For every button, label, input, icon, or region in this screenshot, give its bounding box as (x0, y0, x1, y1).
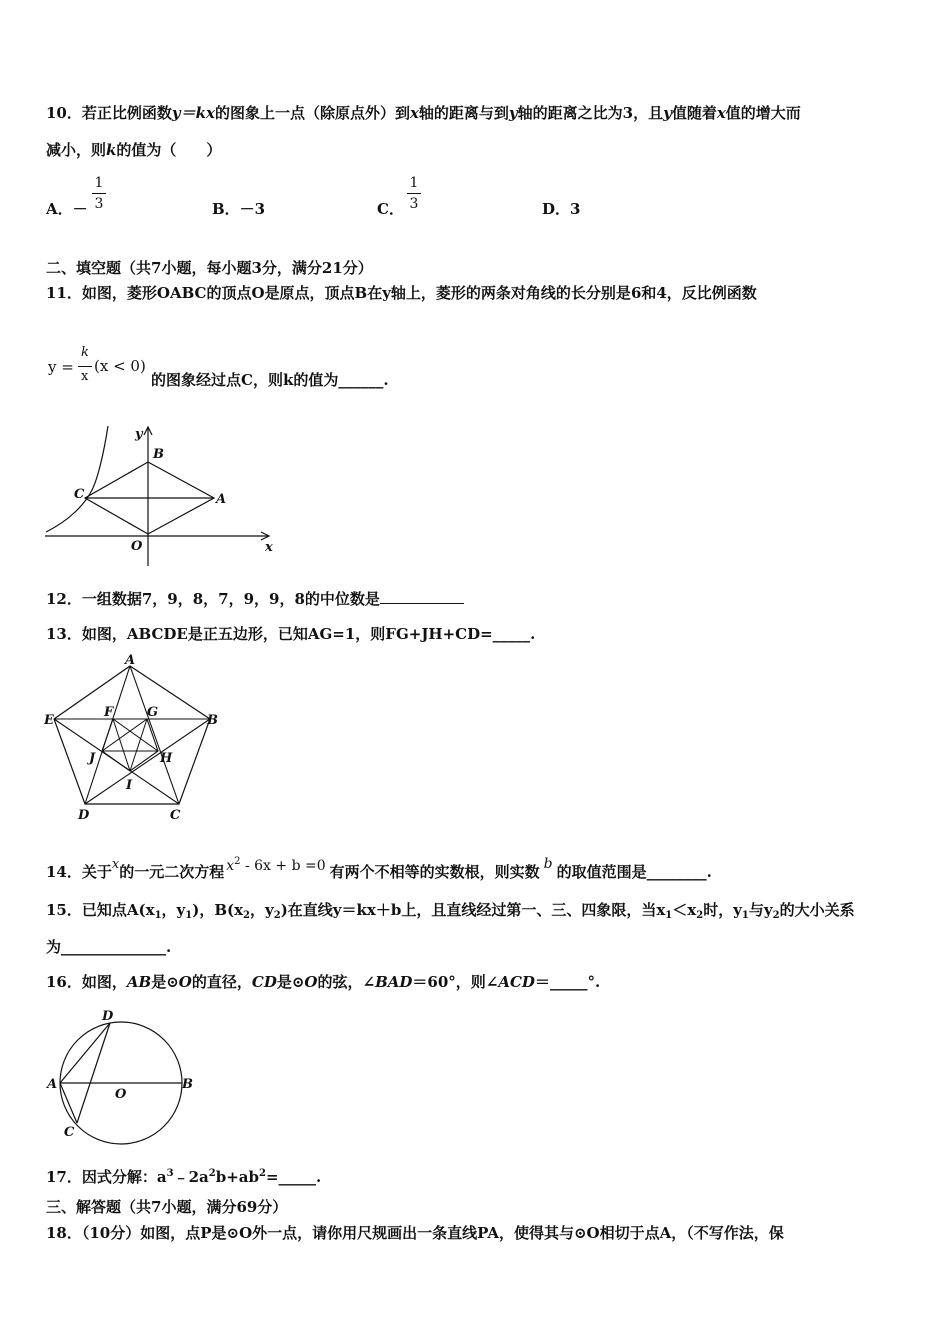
q13-inner-line-3 (113, 719, 130, 771)
q13-label-h: H (160, 751, 173, 766)
q16-text-a: 16．如图， (46, 973, 127, 991)
q10-text-a: 10．若正比例函数 (46, 104, 172, 122)
q17-text-c: b+ab (215, 1168, 259, 1186)
q16-label-a: A (47, 1077, 58, 1092)
q16-angle-bad: BAD (375, 973, 413, 991)
q10-option-c (377, 199, 404, 219)
q10-var-y2: y (663, 104, 672, 122)
q10-option-c-fraction (407, 175, 421, 212)
q14-var-b: b (543, 856, 553, 872)
q17-text-a: 17．因式分解：a (46, 1168, 167, 1186)
q10-var-x2: x (716, 104, 726, 122)
q11-line2: 的图象经过点C，则k的值为______. (151, 371, 389, 389)
q14-text-a: 14．关于 (46, 863, 112, 881)
q11-formula-lhs: y = (48, 358, 74, 376)
q13-label-b: B (207, 713, 218, 728)
q17-exponent-2: 2 (208, 1168, 216, 1179)
q10-option-d-label: D．3 (542, 200, 581, 218)
q16-label-c: C (64, 1125, 75, 1140)
q15-sub-4: 2 (273, 910, 281, 921)
q10-line2 (46, 140, 221, 160)
q12-text: 12．一组数据7，9，8，7，9，9，8的中位数是 (46, 590, 380, 608)
q10-text-c: 轴的距离与到 (418, 104, 509, 122)
q13-label-f: F (104, 705, 114, 720)
q11-formula-denominator: x (81, 369, 89, 384)
q16-text-b: 是⊙ (151, 973, 179, 991)
q15-line2: 为______________. (46, 938, 172, 956)
q16-label-o: O (115, 1087, 127, 1102)
q15-text-c: )，B(x (192, 901, 244, 919)
q16-text-c: 的直径， (191, 973, 252, 991)
q13-label-i: I (126, 778, 133, 793)
q16-segment-cd: CD (251, 973, 277, 991)
q13-pentagon-figure (44, 652, 224, 822)
q13-inner-line-1 (113, 719, 158, 751)
q13-inner-line-2 (102, 719, 147, 751)
q10-text-h: 的值为（ ） (116, 141, 222, 159)
q11-label-x: x (265, 540, 273, 555)
q15-text-e: )在直线y＝kx＋b上，且直线经过第一、三、四象限，当x (280, 901, 666, 919)
q16-circle-o2: O (304, 973, 318, 991)
q16-line (46, 972, 600, 992)
q16-chord-dc (77, 1023, 110, 1123)
q11-label-o: O (131, 539, 143, 554)
q11-label-b: B (153, 447, 164, 462)
q13-label-d: D (78, 808, 90, 822)
q10-var-y: y (508, 104, 518, 122)
q11-label-c: C (74, 487, 85, 502)
q11-label-y: y (135, 427, 143, 442)
q15-sub-2: 1 (185, 910, 193, 921)
q15-sub-7: 1 (741, 910, 749, 921)
q11-hyperbola (46, 426, 108, 532)
q13-diagonal-ac (130, 666, 179, 804)
q14-eq-rest: - 6x + b =0 (240, 858, 326, 874)
q17-exponent-1: 3 (166, 1168, 174, 1179)
q13-label-j: J (89, 751, 96, 766)
q14-text-c: 有两个不相等的实数根，则实数 (329, 863, 540, 881)
q14-line (46, 852, 712, 882)
q11-formula (48, 345, 152, 389)
q16-text-e: 的弦，∠ (317, 973, 376, 991)
q10-option-c-numerator: 1 (409, 175, 419, 191)
q10-option-a-numerator: 1 (94, 175, 104, 191)
q15-sub-3: 2 (243, 910, 251, 921)
q16-circle-o: O (178, 973, 192, 991)
q16-text-f: ＝60°，则∠ (412, 973, 499, 991)
section3-title: 三、解答题（共7小题，满分69分） (46, 1198, 288, 1216)
q16-segment-ab: AB (126, 973, 152, 991)
q14-eq-x: x (226, 858, 235, 874)
q17-line (46, 1164, 321, 1187)
q15-line1 (46, 900, 855, 926)
q14-text-b: 的一元二次方程 (119, 863, 225, 881)
q10-text-e: 值随着 (671, 104, 717, 122)
q14-var-x: x (111, 857, 120, 872)
q16-angle-acd: ACD (498, 973, 535, 991)
q10-text-f: 值的增大而 (725, 104, 801, 122)
q10-var-k: k (106, 141, 117, 159)
q17-text-b: ﹣2a (173, 1168, 209, 1186)
q16-circle-figure (44, 1006, 214, 1146)
q10-option-a (46, 199, 88, 219)
q15-text-h: 与y (748, 901, 773, 919)
q12-line (46, 589, 464, 609)
q15-text-f: ＜x (672, 901, 697, 919)
q10-option-a-fraction (92, 175, 106, 212)
q11-formula-condition: (x < 0) (94, 357, 146, 375)
q10-text-g: 减小，则 (46, 141, 107, 159)
q13-label-c: C (170, 808, 181, 822)
q10-equation: y＝kx (171, 104, 215, 122)
q15-text-g: 时，y (703, 901, 742, 919)
q10-text-d: 轴的距离之比为3，且 (517, 104, 664, 122)
q14-equation (224, 858, 329, 874)
q14-text-d: 的取值范围是________. (556, 863, 712, 881)
q15-sub-1: 1 (154, 910, 162, 921)
q13-diagonal-bd (85, 719, 210, 804)
q15-text-b: ，y (161, 901, 186, 919)
q13-line: 13．如图，ABCDE是正五边形，已知AG=1，则FG+JH+CD=_____. (46, 625, 536, 643)
q16-label-d: D (102, 1009, 114, 1024)
q10-option-b-label: B．－3 (212, 200, 266, 218)
q11-label-a: A (216, 492, 227, 507)
q15-text-i: 的大小关系 (779, 901, 855, 919)
q11-rhombus-figure (40, 422, 280, 572)
q10-option-d (542, 199, 580, 219)
q10-option-c-label: C． (377, 200, 404, 218)
section2-title: 二、填空题（共7小题，每小题3分，满分21分） (46, 259, 373, 277)
q13-label-g: G (147, 705, 159, 720)
q10-text-b: 的图象上一点（除原点外）到 (214, 104, 410, 122)
q17-exponent-3: 2 (258, 1168, 266, 1179)
q12-answer-blank[interactable] (380, 589, 464, 604)
q18-line: 18．（10分）如图，点P是⊙O外一点，请你用尺规画出一条直线PA，使得其与⊙O相切于点A，（不写作法，保 (46, 1224, 784, 1242)
q15-sub-8: 2 (772, 910, 780, 921)
q16-text-d: 是⊙ (276, 973, 305, 991)
q16-text-g: ＝_____°. (534, 973, 601, 991)
q11-line1: 11．如图，菱形OABC的顶点O是原点，顶点B在y轴上，菱形的两条对角线的长分别是6和4，反比例函数 (46, 284, 757, 302)
q10-option-a-label: A．－ (46, 200, 88, 218)
q10-line1 (46, 103, 801, 123)
q15-text-d: ，y (250, 901, 274, 919)
q10-option-b (212, 199, 265, 219)
q14-eq-exponent: 2 (234, 856, 241, 867)
q10-option-a-denominator: 3 (94, 196, 104, 212)
q15-sub-5: 1 (665, 910, 673, 921)
q13-label-e: E (44, 713, 54, 728)
q11-formula-numerator: k (81, 345, 89, 360)
q17-text-d: =_____. (265, 1168, 322, 1186)
q10-option-c-denominator: 3 (409, 196, 419, 212)
q16-label-b: B (182, 1077, 193, 1092)
q10-var-x: x (409, 104, 419, 122)
q15-text-a: 15．已知点A(x (46, 901, 155, 919)
q16-chord-ac (60, 1083, 77, 1123)
q15-sub-6: 2 (696, 910, 704, 921)
q13-label-a: A (125, 653, 136, 668)
